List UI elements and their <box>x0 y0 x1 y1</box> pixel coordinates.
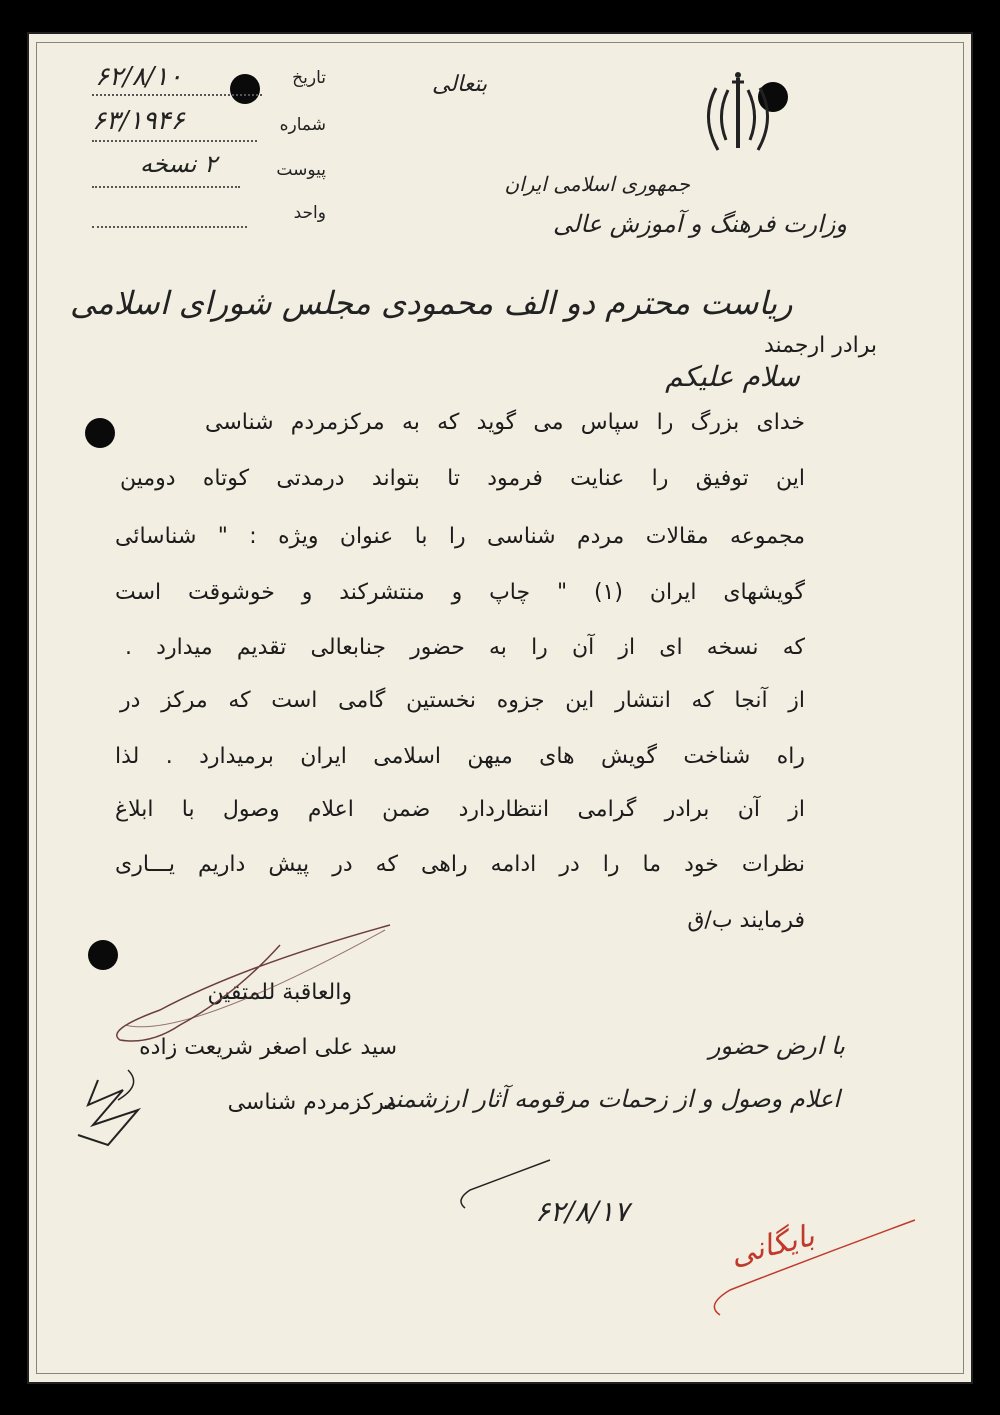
body-line: راه شناخت گویش های میهن اسلامی ایران برمیدارد . لذا <box>115 744 805 769</box>
attachment-value: ۲ نسخه <box>140 150 217 178</box>
body-line: از آنجا که انتشار این جزوه نخستین گامی است که مرکز در <box>120 688 805 713</box>
ministry-name: وزارت فرهنگ و آموزش عالی <box>553 210 847 238</box>
invocation: بتعالی <box>432 72 488 97</box>
salutation-prefix: برادر ارجمند <box>763 333 877 358</box>
unit-label: واحد <box>293 203 326 223</box>
country-name: جمهوری اسلامی ایران <box>504 172 690 196</box>
body-line: فرمایند ب/ق <box>687 908 805 933</box>
number-value: ۶۳/۱۹۴۶ <box>92 106 185 136</box>
body-line: خدای بزرگ را سپاس می گوید که به مرکزمردم شناسی <box>205 410 805 435</box>
red-ink-stroke <box>690 1215 920 1325</box>
signer-org: مرکزمردم شناسی <box>227 1090 397 1115</box>
body-line: که نسخه ای از آن را به حضور جنابعالی تقدیم میدارد . <box>125 635 805 660</box>
date-value: ۶۲/۸/۱۰ <box>95 62 183 92</box>
attachment-label: پیوست <box>276 160 326 180</box>
signature-scribble <box>65 905 395 1075</box>
annotation-line-1: با ارض حضور <box>708 1032 845 1060</box>
number-label: شماره <box>279 115 326 135</box>
annotation-line-2: اعلام وصول و از زحمات مرقومه آثار ارزشمند <box>382 1085 840 1113</box>
body-line: نظرات خود ما را در ادامه راهی که در پیش داریم یـــاری <box>115 852 805 877</box>
body-line: گویشهای ایران (۱) " چاپ و منتشرکند و خوشوقت است <box>115 580 805 605</box>
number-dotted-line <box>92 140 257 142</box>
date-dotted-line <box>92 94 262 96</box>
signer-name: سید علی اصغر شریعت زاده <box>139 1035 397 1060</box>
red-archive-note: بایگانی <box>727 1218 818 1273</box>
body-line: از آن برادر گرامی انتظاردارد ضمن اعلام وصول با ابلاغ <box>115 797 805 822</box>
addressee: ریاست محترم دو الف محمودی مجلس شورای اسلامی <box>70 284 793 322</box>
unit-dotted-line <box>92 226 247 228</box>
iran-emblem-icon <box>698 70 778 160</box>
annotation-underline <box>450 1150 560 1210</box>
punch-hole <box>230 74 260 104</box>
body-line: مجموعه مقالات مردم شناسی را با عنوان ویژه : " شناسائی <box>115 524 805 549</box>
annotation-date: ۶۲/۸/۱۷ <box>535 1195 630 1228</box>
date-label: تاریخ <box>292 68 326 88</box>
closing: والعاقبة للمتقین <box>207 980 352 1005</box>
body-line: این توفیق را عنایت فرمود تا بتواند درمدتی کوتاه دومین <box>120 466 805 491</box>
signature-mark <box>68 1065 158 1155</box>
greeting: سلام علیکم <box>665 360 800 393</box>
attachment-dotted-line <box>92 186 240 188</box>
punch-hole <box>85 418 115 448</box>
